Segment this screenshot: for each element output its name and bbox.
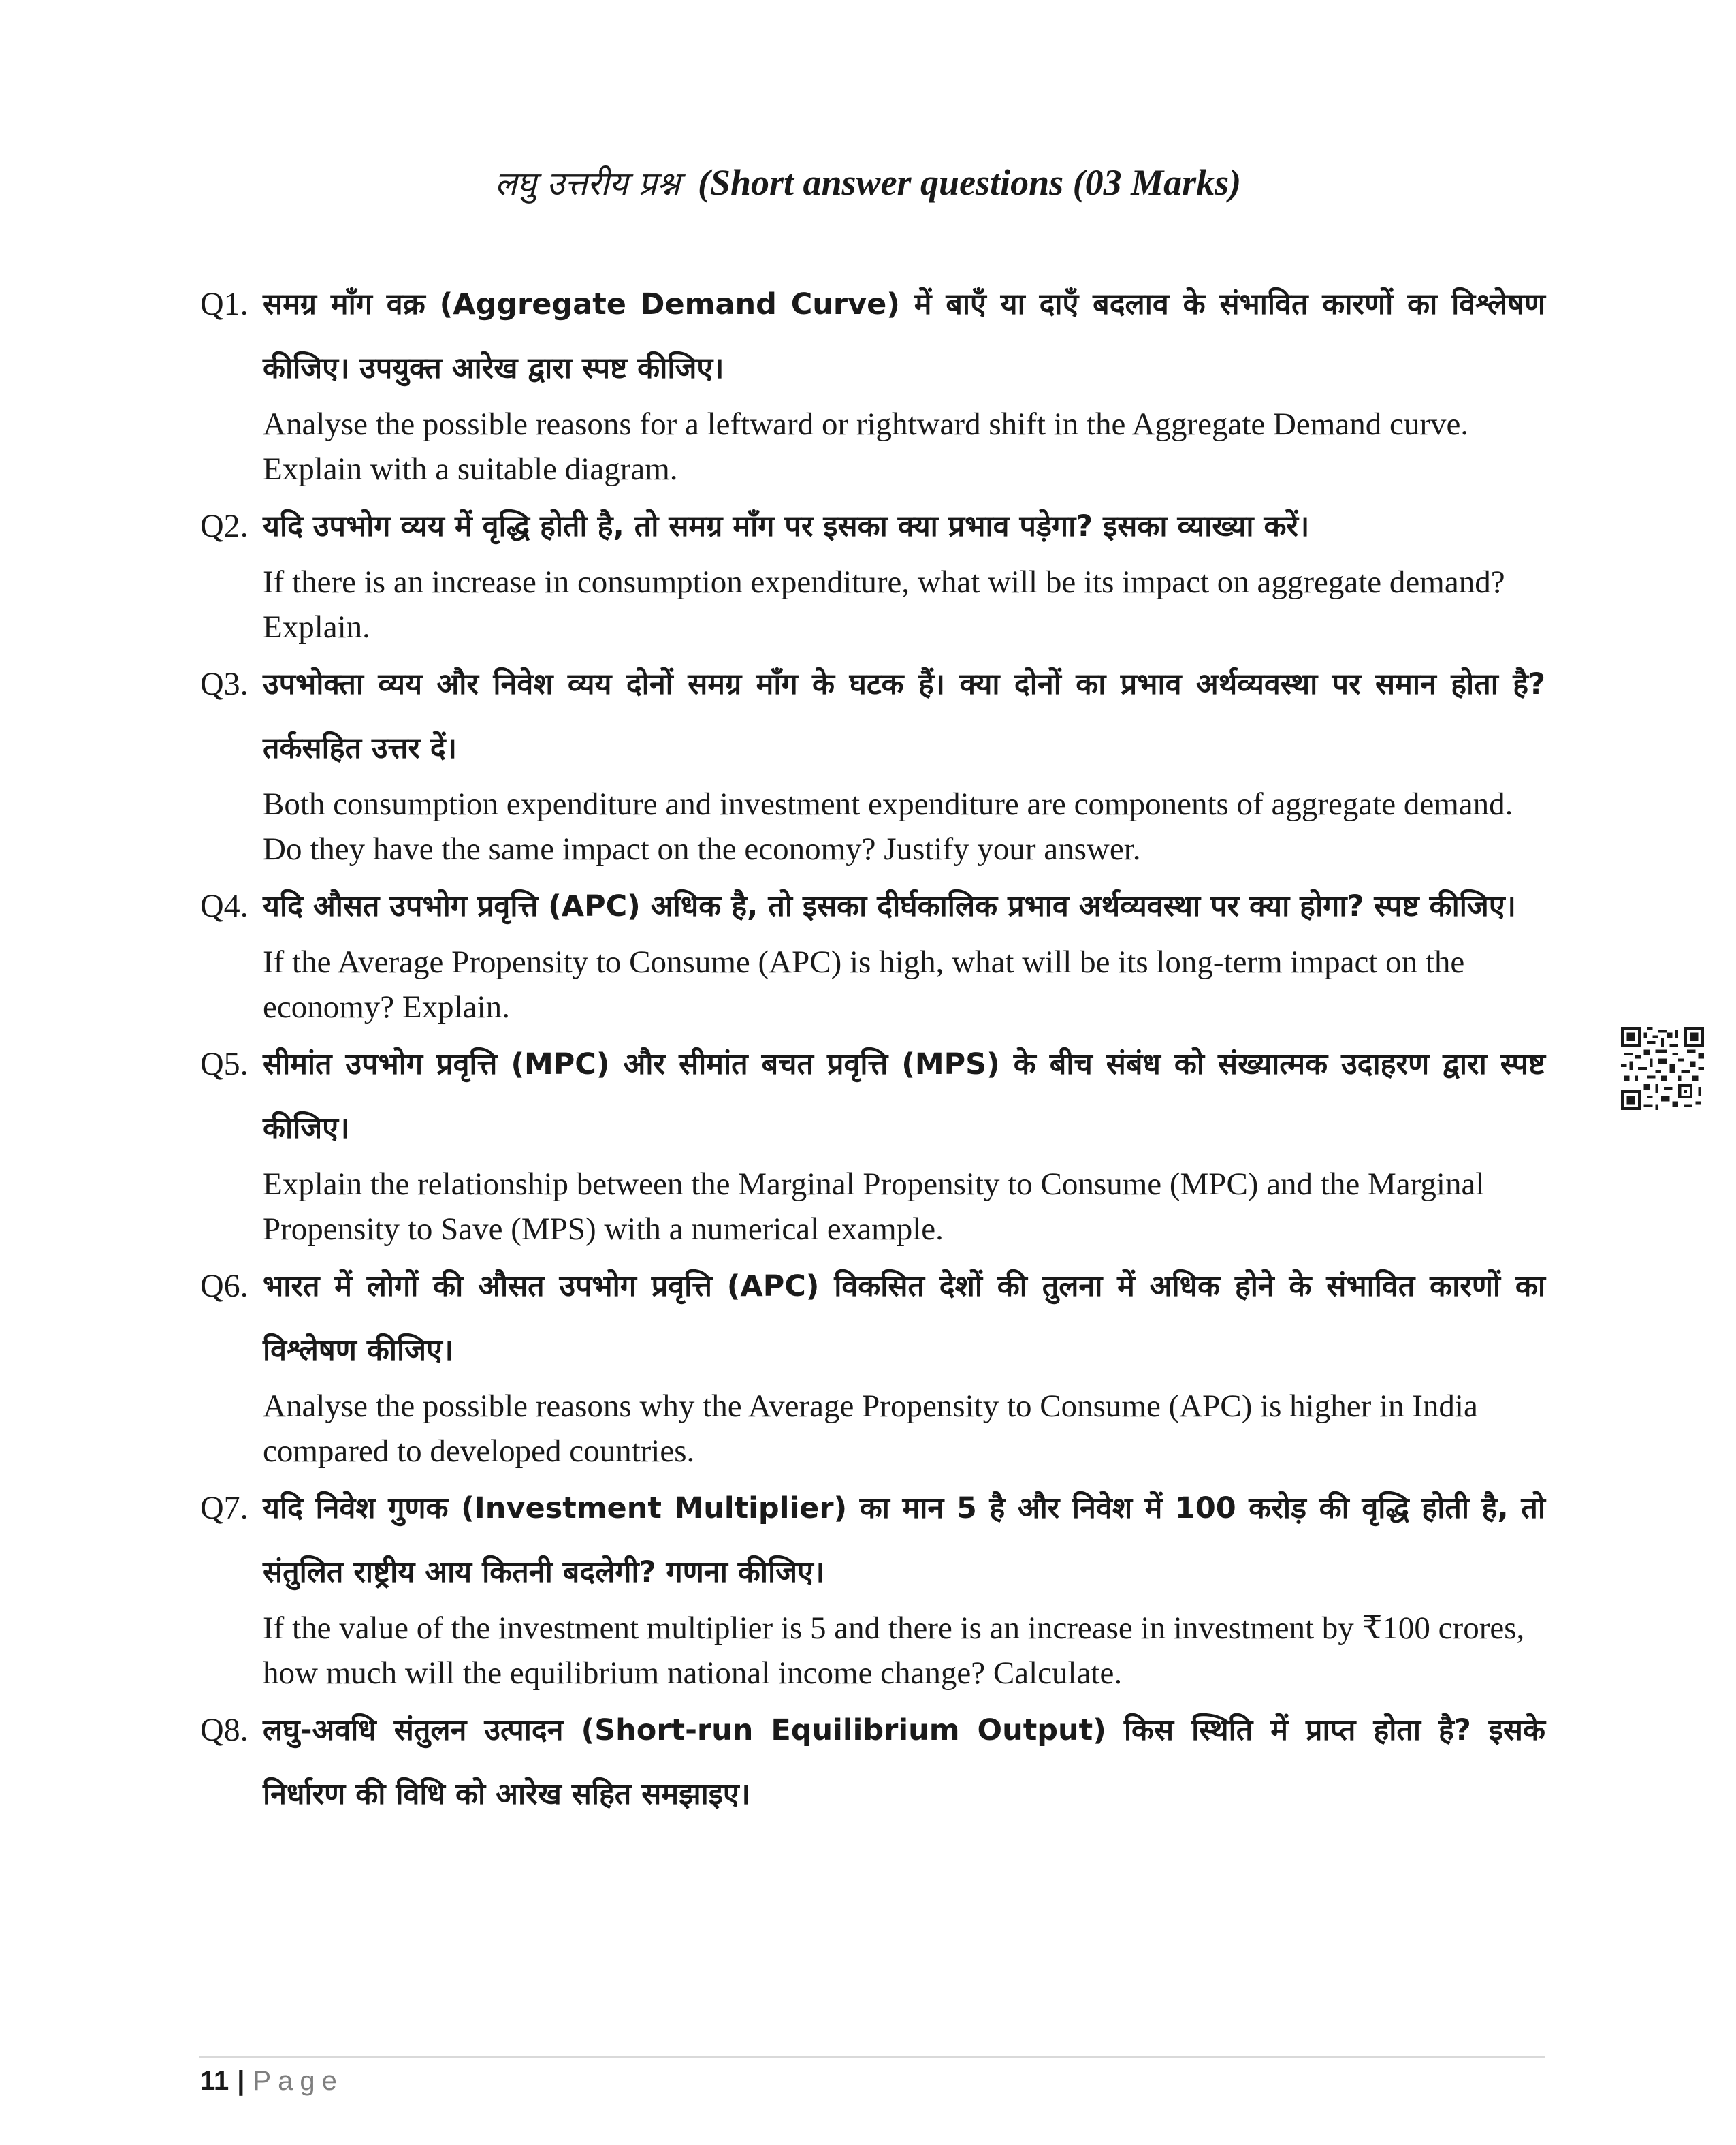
question-text-english: If there is an increase in consumption expenditure, what will be its impact on aggregate demand? Explain.: [263, 565, 1505, 645]
question-text-hindi: भारत में लोगों की औसत उपभोग प्रवृत्ति (APC) विकसित देशों की तुलना में अधिक होने के संभावित कारणों का विश्लेषण कीजिए।: [263, 1269, 1545, 1367]
question-text-english: Analyse the possible reasons for a leftward or rightward shift in the Aggregate Demand curve. Explain with a suitable diagram.: [263, 407, 1469, 487]
footer-divider: [199, 2056, 1545, 2058]
question-text-english: If the value of the investment multiplier is 5 and there is an increase in investment by ₹100 crores, how much will the equilibrium national income change? Calculate.: [263, 1610, 1525, 1691]
question-item: [200, 1698, 1545, 1826]
question-number: Q8.: [200, 1712, 248, 1748]
question-number: Q3.: [200, 666, 248, 702]
question-item: [200, 652, 1545, 872]
question-list: [200, 272, 1545, 1829]
question-number: Q4.: [200, 888, 248, 924]
question-item: [200, 1032, 1545, 1252]
qr-code-icon: [1621, 1027, 1704, 1110]
question-number: Q7.: [200, 1490, 248, 1526]
question-item: [200, 494, 1545, 650]
question-text-hindi: यदि उपभोग व्यय में वृद्धि होती है, तो समग्र माँग पर इसका क्या प्रभाव पड़ेगा? इसका व्याख्या करें।: [263, 509, 1310, 543]
question-text-english: Both consumption expenditure and investment expenditure are components of aggregate demand. Do they have the same impact on the economy? Justify your answer.: [263, 786, 1513, 867]
question-text-english: Explain the relationship between the Marginal Propensity to Consume (MPC) and the Marginal Propensity to Save (MPS) with a numerical example.: [263, 1166, 1485, 1247]
page-title-english: (Short answer questions (03 Marks): [697, 162, 1242, 203]
question-text-hindi: उपभोक्ता व्यय और निवेश व्यय दोनों समग्र माँग के घटक हैं। क्या दोनों का प्रभाव अर्थव्यवस्था पर समान होता है? तर्कसहित उत्तर दें।: [263, 667, 1545, 765]
question-number: Q1.: [200, 286, 248, 322]
question-item: [200, 874, 1545, 1030]
question-text-hindi: यदि निवेश गुणक (Investment Multiplier) का मान 5 है और निवेश में 100 करोड़ की वृद्धि होती है, तो संतुलित राष्ट्रीय आय कितनी बदलेगी? गणना कीजिए।: [263, 1491, 1545, 1589]
question-text-hindi: लघु-अवधि संतुलन उत्पादन (Short-run Equilibrium Output) किस स्थिति में प्राप्त होता है? इसके निर्धारण की विधि को आरेख सहित समझाइए।: [263, 1713, 1545, 1811]
question-number: Q5.: [200, 1046, 248, 1082]
page-number: 11: [200, 2066, 229, 2096]
footer-separator: |: [237, 2066, 245, 2096]
question-item: [200, 272, 1545, 492]
question-text-hindi: समग्र माँग वक्र (Aggregate Demand Curve) में बाएँ या दाएँ बदलाव के संभावित कारणों का विश्लेषण कीजिए। उपयुक्त आरेख द्वारा स्पष्ट कीजिए।: [263, 287, 1545, 385]
page-label: Page: [253, 2066, 344, 2096]
question-text-hindi: सीमांत उपभोग प्रवृत्ति (MPC) और सीमांत बचत प्रवृत्ति (MPS) के बीच संबंध को संख्यात्मक उदाहरण द्वारा स्पष्ट कीजिए।: [263, 1047, 1545, 1145]
question-number: Q6.: [200, 1268, 248, 1304]
question-item: [200, 1476, 1545, 1696]
page-footer: [200, 2062, 344, 2100]
page-title: [0, 158, 1736, 208]
question-text-english: If the Average Propensity to Consume (APC) is high, what will be its long-term impact on the economy? Explain.: [263, 944, 1465, 1025]
question-number: Q2.: [200, 508, 248, 544]
page-title-hindi: लघु उत्तरीय प्रश्न: [494, 165, 680, 203]
question-text-english: Analyse the possible reasons why the Average Propensity to Consume (APC) is higher in India compared to developed countries.: [263, 1388, 1478, 1469]
question-text-hindi: यदि औसत उपभोग प्रवृत्ति (APC) अधिक है, तो इसका दीर्घकालिक प्रभाव अर्थव्यवस्था पर क्या होगा? स्पष्ट कीजिए।: [263, 889, 1516, 923]
question-item: [200, 1254, 1545, 1474]
